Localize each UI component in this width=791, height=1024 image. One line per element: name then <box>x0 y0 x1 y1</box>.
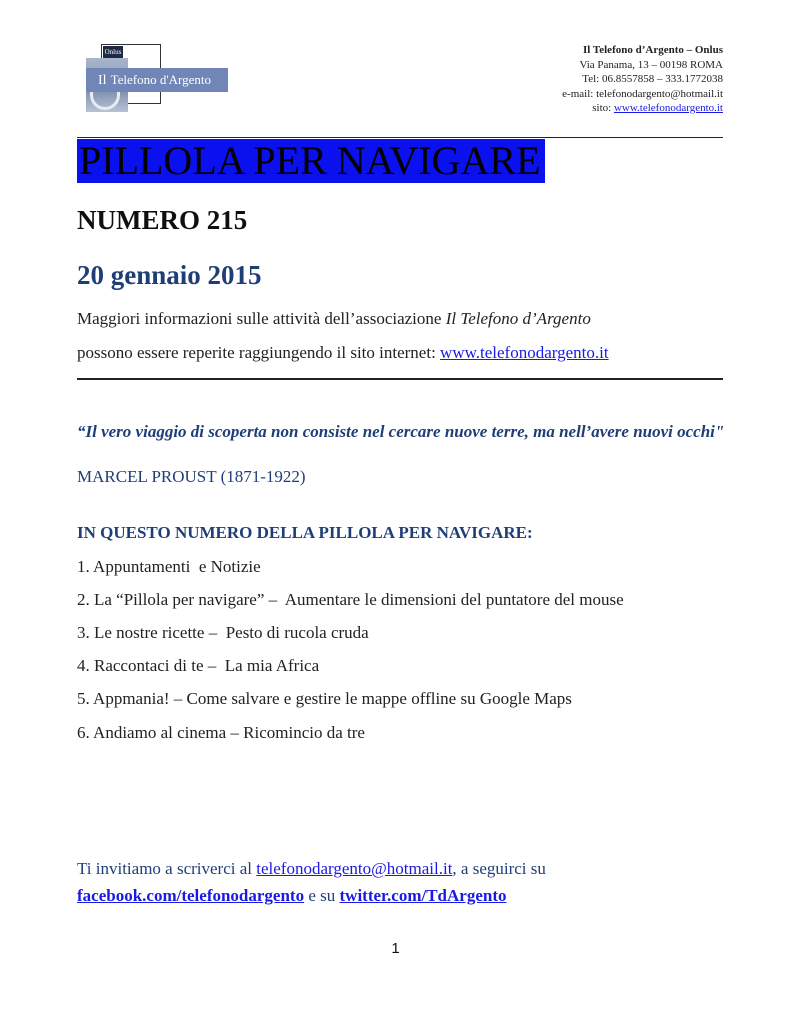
issue-date: 20 gennaio 2015 <box>77 260 262 290</box>
email-link[interactable]: telefonodargento@hotmail.it <box>256 859 453 878</box>
contents-item: 6. Andiamo al cinema – Ricomincio da tre <box>77 723 365 742</box>
site-link-header[interactable]: www.telefonodargento.it <box>613 102 723 114</box>
quote-text: “Il vero viaggio di scoperta non consiste nel cercare nuove terre, ma nell’avere nuovi occhi" <box>77 422 725 441</box>
footer-conj: e su <box>304 886 340 905</box>
facebook-link[interactable]: facebook.com/telefonodargento <box>77 886 305 905</box>
org-site <box>562 101 723 116</box>
quote-author: MARCEL PROUST (1871-1922) <box>77 467 306 486</box>
org-site-label: sito: <box>592 102 614 114</box>
logo <box>80 44 230 116</box>
site-link-info[interactable]: www.telefonodargento.it <box>440 343 609 362</box>
footer-line-2 <box>77 886 507 906</box>
contents-heading: IN QUESTO NUMERO DELLA PILLOLA PER NAVIGARE: <box>77 523 533 542</box>
contents-item: 5. Appmania! – Come salvare e gestire le mappe offline su Google Maps <box>77 689 572 708</box>
contents-item: 2. La “Pillola per navigare” – Aumentare le dimensioni del puntatore del mouse <box>77 590 624 609</box>
contents-item: 3. Le nostre ricette – Pesto di rucola cruda <box>77 623 369 642</box>
association-name: Il Telefono d’Argento <box>445 309 591 328</box>
info-line-1 <box>77 309 591 329</box>
logo-il-text: Il <box>98 73 107 88</box>
info-line-2 <box>77 343 609 363</box>
section-divider <box>77 378 723 380</box>
page-number: 1 <box>391 940 400 957</box>
logo-onlus-label: Onlus <box>104 48 122 56</box>
issue-number: NUMERO 215 <box>77 205 248 235</box>
info-text-1: Maggiori informazioni sulle attività dell’associazione <box>77 309 446 328</box>
twitter-link[interactable]: twitter.com/TdArgento <box>339 886 507 905</box>
org-name: Il Telefono d’Argento – Onlus <box>583 44 723 56</box>
footer-line-1 <box>77 859 546 879</box>
footer-text: Ti invitiamo a scriverci al <box>77 859 257 878</box>
logo-banner <box>86 68 228 92</box>
org-email: e-mail: telefonodargento@hotmail.it <box>562 87 723 100</box>
org-phone: Tel: 06.8557858 – 333.1772038 <box>582 73 723 85</box>
page-title: PILLOLA PER NAVIGARE <box>77 139 545 183</box>
contents-item: 4. Raccontaci di te – La mia Africa <box>77 656 320 675</box>
contents-item: 1. Appuntamenti e Notizie <box>77 557 261 576</box>
header-contact <box>562 43 723 116</box>
logo-name-text: Telefono d'Argento <box>110 72 212 87</box>
footer-text-after: , a seguirci su <box>452 859 546 878</box>
org-address: Via Panama, 13 – 00198 ROMA <box>579 58 723 71</box>
info-text-2: possono essere reperite raggiungendo il sito internet: <box>77 343 441 362</box>
